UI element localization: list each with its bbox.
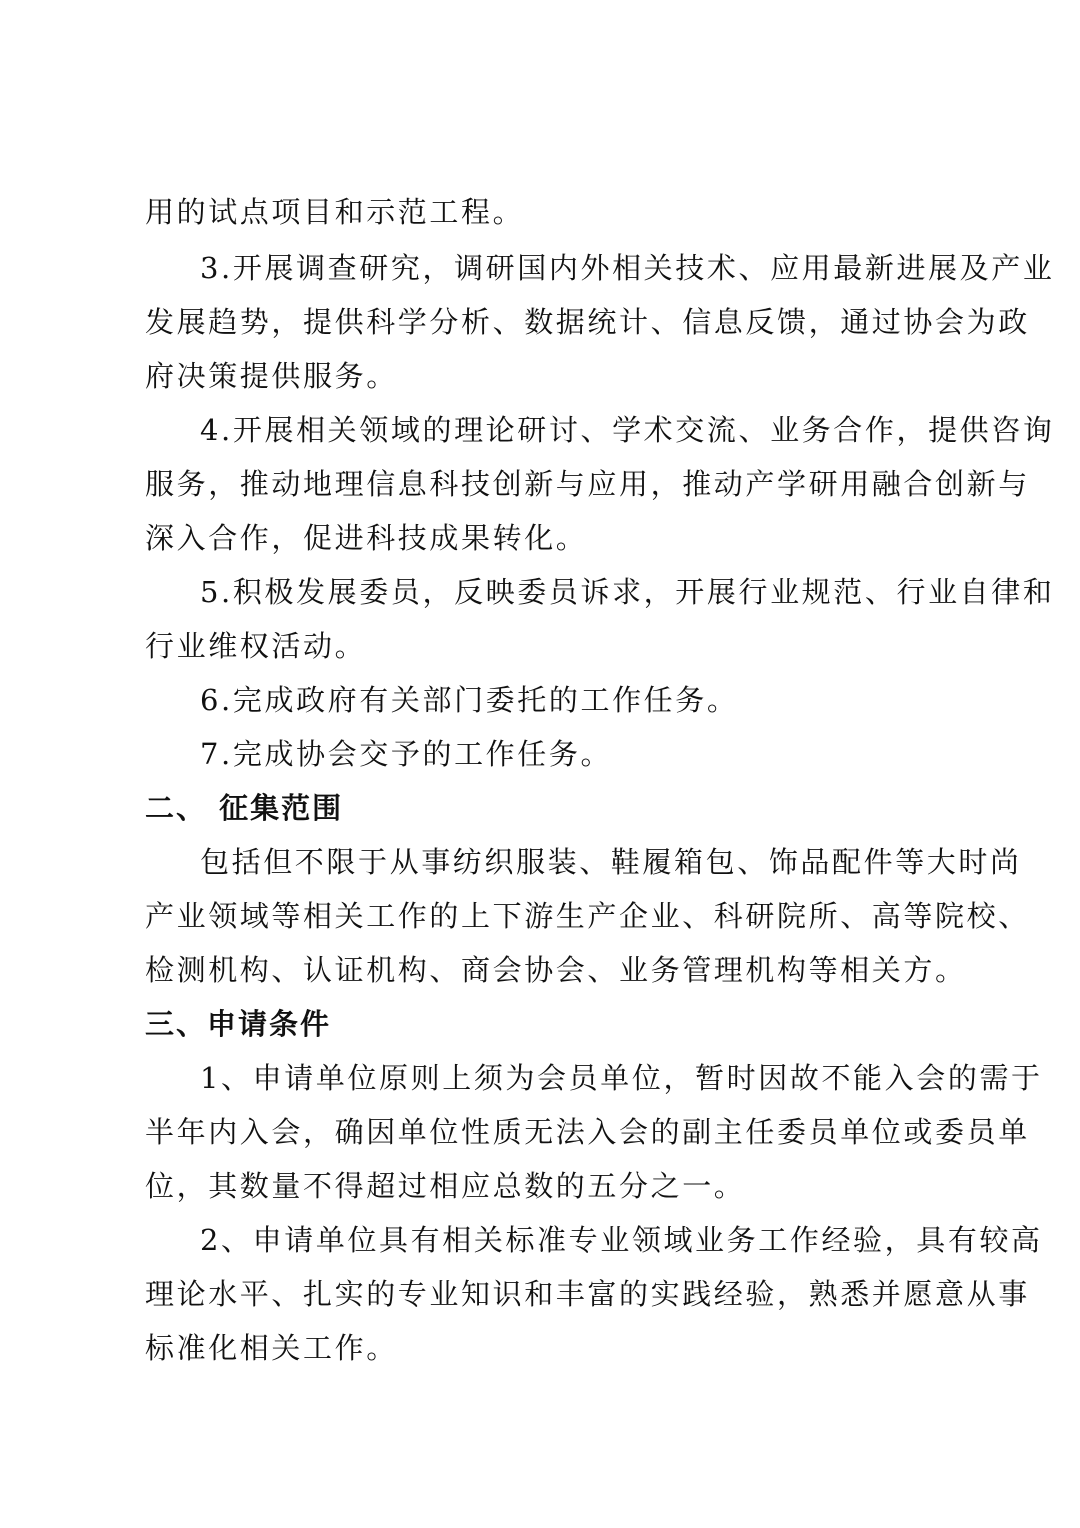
paragraph-line: 3.开展调查研究，调研国内外相关技术、应用最新进展及产业 bbox=[200, 251, 1055, 285]
paragraph-line: 5.积极发展委员，反映委员诉求，开展行业规范、行业自律和 bbox=[200, 575, 1055, 609]
paragraph-line: 用的试点项目和示范工程。 bbox=[145, 195, 525, 229]
paragraph-line: 府决策提供服务。 bbox=[145, 359, 398, 393]
paragraph-line: 行业维权活动。 bbox=[145, 629, 367, 663]
paragraph-line: 7.完成协会交予的工作任务。 bbox=[200, 737, 613, 771]
paragraph-line: 检测机构、认证机构、商会协会、业务管理机构等相关方。 bbox=[145, 953, 967, 987]
paragraph-line: 产业领域等相关工作的上下游生产企业、科研院所、高等院校、 bbox=[145, 899, 1030, 933]
section-heading-scope: 二、 征集范围 bbox=[145, 791, 344, 825]
section-heading-conditions: 三、申请条件 bbox=[145, 1007, 332, 1041]
paragraph-line: 2、申请单位具有相关标准专业领域业务工作经验，具有较高 bbox=[200, 1223, 1043, 1257]
paragraph-line: 4.开展相关领域的理论研讨、学术交流、业务合作，提供咨询 bbox=[200, 413, 1055, 447]
paragraph-line: 包括但不限于从事纺织服装、鞋履箱包、饰品配件等大时尚 bbox=[200, 845, 1022, 879]
paragraph-line: 服务，推动地理信息科技创新与应用，推动产学研用融合创新与 bbox=[145, 467, 1030, 501]
paragraph-line: 6.完成政府有关部门委托的工作任务。 bbox=[200, 683, 739, 717]
paragraph-line: 发展趋势，提供科学分析、数据统计、信息反馈，通过协会为政 bbox=[145, 305, 1030, 339]
paragraph-line: 1、申请单位原则上须为会员单位，暂时因故不能入会的需于 bbox=[200, 1061, 1043, 1095]
paragraph-line: 理论水平、扎实的专业知识和丰富的实践经验，熟悉并愿意从事 bbox=[145, 1277, 1030, 1311]
paragraph-line: 标准化相关工作。 bbox=[145, 1331, 398, 1365]
paragraph-line: 深入合作，促进科技成果转化。 bbox=[145, 521, 588, 555]
paragraph-line: 半年内入会，确因单位性质无法入会的副主任委员单位或委员单 bbox=[145, 1115, 1030, 1149]
paragraph-line: 位，其数量不得超过相应总数的五分之一。 bbox=[145, 1169, 746, 1203]
